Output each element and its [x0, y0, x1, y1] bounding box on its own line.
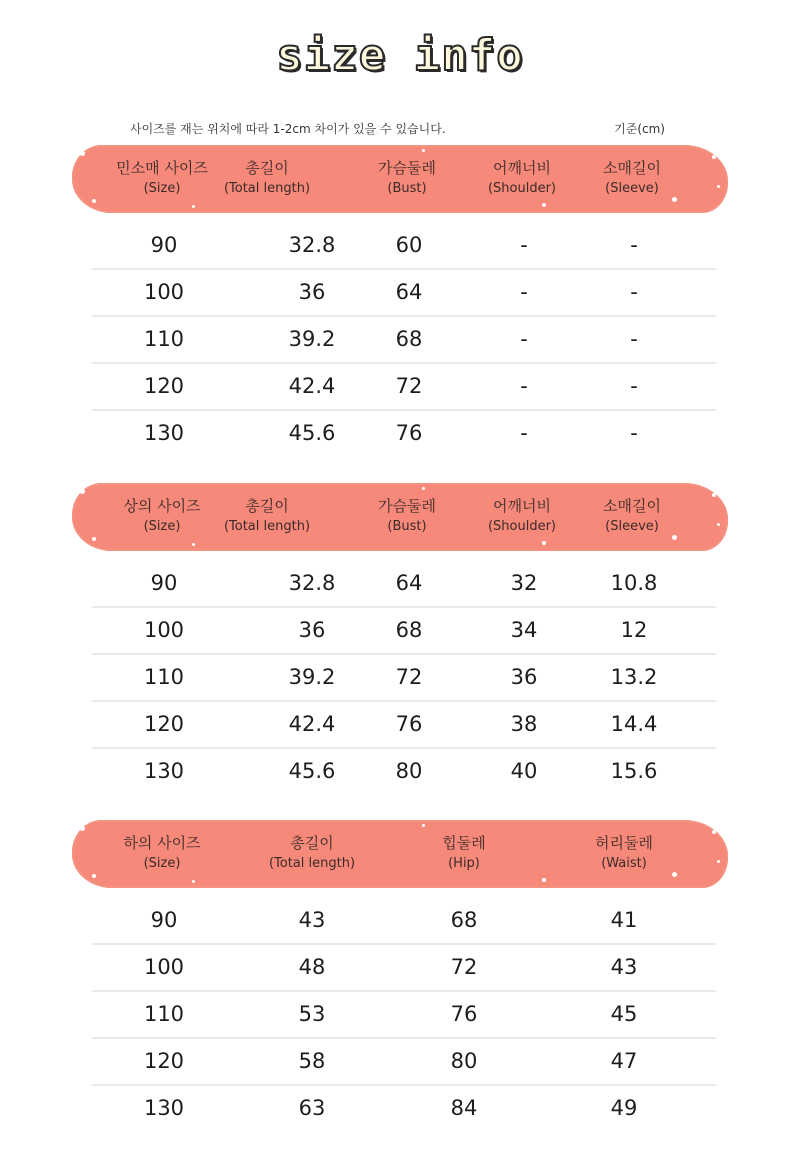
table-cell: 36: [510, 665, 538, 689]
column-header-korean: 어깨너비: [493, 497, 551, 515]
column-header-korean: 어깨너비: [493, 159, 551, 177]
table-cell: -: [630, 233, 638, 257]
column-header: [467, 495, 577, 537]
table-cell: 90: [150, 908, 178, 932]
column-header-korean: 허리둘레: [595, 834, 653, 852]
table-cell: 120: [143, 712, 185, 736]
texture-dot: [192, 880, 195, 883]
table-cell: 38: [510, 712, 538, 736]
column-header-korean: 힙둘레: [442, 834, 486, 852]
table-cell: 76: [395, 712, 423, 736]
table-row: [92, 411, 716, 456]
table-row: [92, 702, 716, 749]
texture-dot: [542, 878, 546, 882]
table-cell: 32.8: [288, 571, 336, 595]
column-header-korean: 소매길이: [603, 159, 661, 177]
table-cell: -: [630, 421, 638, 445]
table-row: [92, 608, 716, 655]
column-header: [352, 157, 462, 199]
column-header-korean: 소매길이: [603, 497, 661, 515]
table-cell: 36: [298, 280, 326, 304]
column-header: [467, 157, 577, 199]
table-cell: 63: [298, 1096, 326, 1120]
table-cell: 68: [395, 327, 423, 351]
table-cell: -: [630, 280, 638, 304]
table-cell: -: [520, 421, 528, 445]
table-cell: 76: [450, 1002, 478, 1026]
table-cell: 43: [298, 908, 326, 932]
texture-dot: [712, 493, 716, 497]
texture-dot: [80, 826, 85, 831]
table-cell: 12: [620, 618, 648, 642]
texture-dot: [542, 203, 546, 207]
column-header: [577, 157, 687, 199]
table-row: [92, 898, 716, 945]
column-header-english: (Waist): [601, 856, 647, 871]
column-header-english: (Total length): [268, 856, 356, 871]
table-cell: 84: [450, 1096, 478, 1120]
column-header-korean: 상의 사이즈: [123, 497, 201, 515]
table-cell: 90: [150, 571, 178, 595]
texture-dot: [717, 860, 720, 863]
texture-dot: [422, 149, 425, 152]
column-header: [202, 495, 332, 537]
column-header-english: (Hip): [448, 856, 480, 871]
texture-dot: [422, 487, 425, 490]
table-cell: 40: [510, 759, 538, 783]
column-header-english: (Size): [143, 856, 181, 871]
table-cell: 100: [143, 280, 185, 304]
note-row: [130, 120, 665, 137]
unit-label: 기준(cm): [614, 122, 665, 136]
table-cell: 10.8: [610, 571, 658, 595]
table-cell: 53: [298, 1002, 326, 1026]
measurement-note: 사이즈를 재는 위치에 따라 1-2cm 차이가 있을 수 있습니다.: [130, 122, 446, 136]
table-cell: 130: [143, 421, 185, 445]
header-band: [72, 820, 728, 888]
table-body: [92, 898, 716, 1131]
column-header-korean: 총길이: [245, 159, 289, 177]
column-header-english: (Total length): [223, 519, 311, 534]
texture-dot: [717, 185, 720, 188]
column-header-english: (Shoulder): [487, 181, 557, 196]
column-header-english: (Bust): [387, 181, 427, 196]
texture-dot: [92, 537, 96, 541]
header-band: [72, 483, 728, 551]
table-cell: -: [630, 327, 638, 351]
table-cell: 45.6: [288, 759, 336, 783]
column-header: [352, 495, 462, 537]
table-cell: 64: [395, 571, 423, 595]
table-cell: 80: [450, 1049, 478, 1073]
table-cell: 64: [395, 280, 423, 304]
table-cell: 60: [395, 233, 423, 257]
column-header-korean: 가슴둘레: [378, 159, 436, 177]
column-header-korean: 가슴둘레: [378, 497, 436, 515]
texture-dot: [192, 205, 195, 208]
table-cell: 80: [395, 759, 423, 783]
column-header-english: (Sleeve): [605, 519, 659, 534]
table-cell: 130: [143, 759, 185, 783]
table-cell: 110: [143, 1002, 185, 1026]
texture-dot: [80, 151, 85, 156]
table-row: [92, 945, 716, 992]
table-cell: 100: [143, 618, 185, 642]
table-row: [92, 655, 716, 702]
texture-dot: [92, 874, 96, 878]
column-header: [87, 832, 237, 874]
table-cell: -: [520, 374, 528, 398]
table-cell: 72: [395, 374, 423, 398]
table-cell: -: [630, 374, 638, 398]
page-title: size info: [276, 30, 524, 81]
column-header-english: (Bust): [387, 519, 427, 534]
column-header: [404, 832, 524, 874]
table-cell: 36: [298, 618, 326, 642]
column-header: [577, 495, 687, 537]
column-header-korean: 하의 사이즈: [123, 834, 201, 852]
table-cell: -: [520, 327, 528, 351]
texture-dot: [80, 489, 85, 494]
column-header-english: (Size): [143, 519, 181, 534]
table-row: [92, 223, 716, 270]
table-cell: 100: [143, 955, 185, 979]
texture-dot: [712, 155, 716, 159]
table-cell: 68: [395, 618, 423, 642]
column-header-english: (Sleeve): [605, 181, 659, 196]
table-body: [92, 223, 716, 456]
column-header-english: (Total length): [223, 181, 311, 196]
table-cell: 13.2: [610, 665, 658, 689]
table-cell: 90: [150, 233, 178, 257]
table-cell: 120: [143, 374, 185, 398]
table-cell: 58: [298, 1049, 326, 1073]
table-row: [92, 992, 716, 1039]
table-cell: 48: [298, 955, 326, 979]
table-cell: 72: [450, 955, 478, 979]
column-header-korean: 민소매 사이즈: [116, 159, 208, 177]
table-body: [92, 561, 716, 794]
column-header: [202, 157, 332, 199]
table-row: [92, 749, 716, 794]
table-cell: 43: [610, 955, 638, 979]
texture-dot: [717, 523, 720, 526]
table-cell: 15.6: [610, 759, 658, 783]
table-cell: 110: [143, 327, 185, 351]
table-cell: 42.4: [288, 374, 336, 398]
column-header-korean: 총길이: [245, 497, 289, 515]
table-row: [92, 1039, 716, 1086]
table-cell: 76: [395, 421, 423, 445]
table-row: [92, 561, 716, 608]
table-cell: 49: [610, 1096, 638, 1120]
table-cell: 130: [143, 1096, 185, 1120]
table-cell: 41: [610, 908, 638, 932]
table-cell: 34: [510, 618, 538, 642]
table-cell: -: [520, 280, 528, 304]
table-cell: 45.6: [288, 421, 336, 445]
table-cell: 120: [143, 1049, 185, 1073]
table-cell: 72: [395, 665, 423, 689]
table-cell: 47: [610, 1049, 638, 1073]
texture-dot: [712, 830, 716, 834]
table-cell: -: [520, 233, 528, 257]
texture-dot: [92, 199, 96, 203]
header-band: [72, 145, 728, 213]
column-header-english: (Size): [143, 181, 181, 196]
column-header-korean: 총길이: [290, 834, 334, 852]
table-cell: 68: [450, 908, 478, 932]
table-row: [92, 270, 716, 317]
table-cell: 39.2: [288, 327, 336, 351]
table-row: [92, 364, 716, 411]
column-header-english: (Shoulder): [487, 519, 557, 534]
table-cell: 32: [510, 571, 538, 595]
table-cell: 110: [143, 665, 185, 689]
table-cell: 42.4: [288, 712, 336, 736]
table-cell: 45: [610, 1002, 638, 1026]
table-row: [92, 1086, 716, 1131]
column-header: [554, 832, 694, 874]
table-cell: 32.8: [288, 233, 336, 257]
texture-dot: [192, 543, 195, 546]
texture-dot: [422, 824, 425, 827]
column-header: [242, 832, 382, 874]
table-row: [92, 317, 716, 364]
table-cell: 14.4: [610, 712, 658, 736]
table-cell: 39.2: [288, 665, 336, 689]
texture-dot: [542, 541, 546, 545]
